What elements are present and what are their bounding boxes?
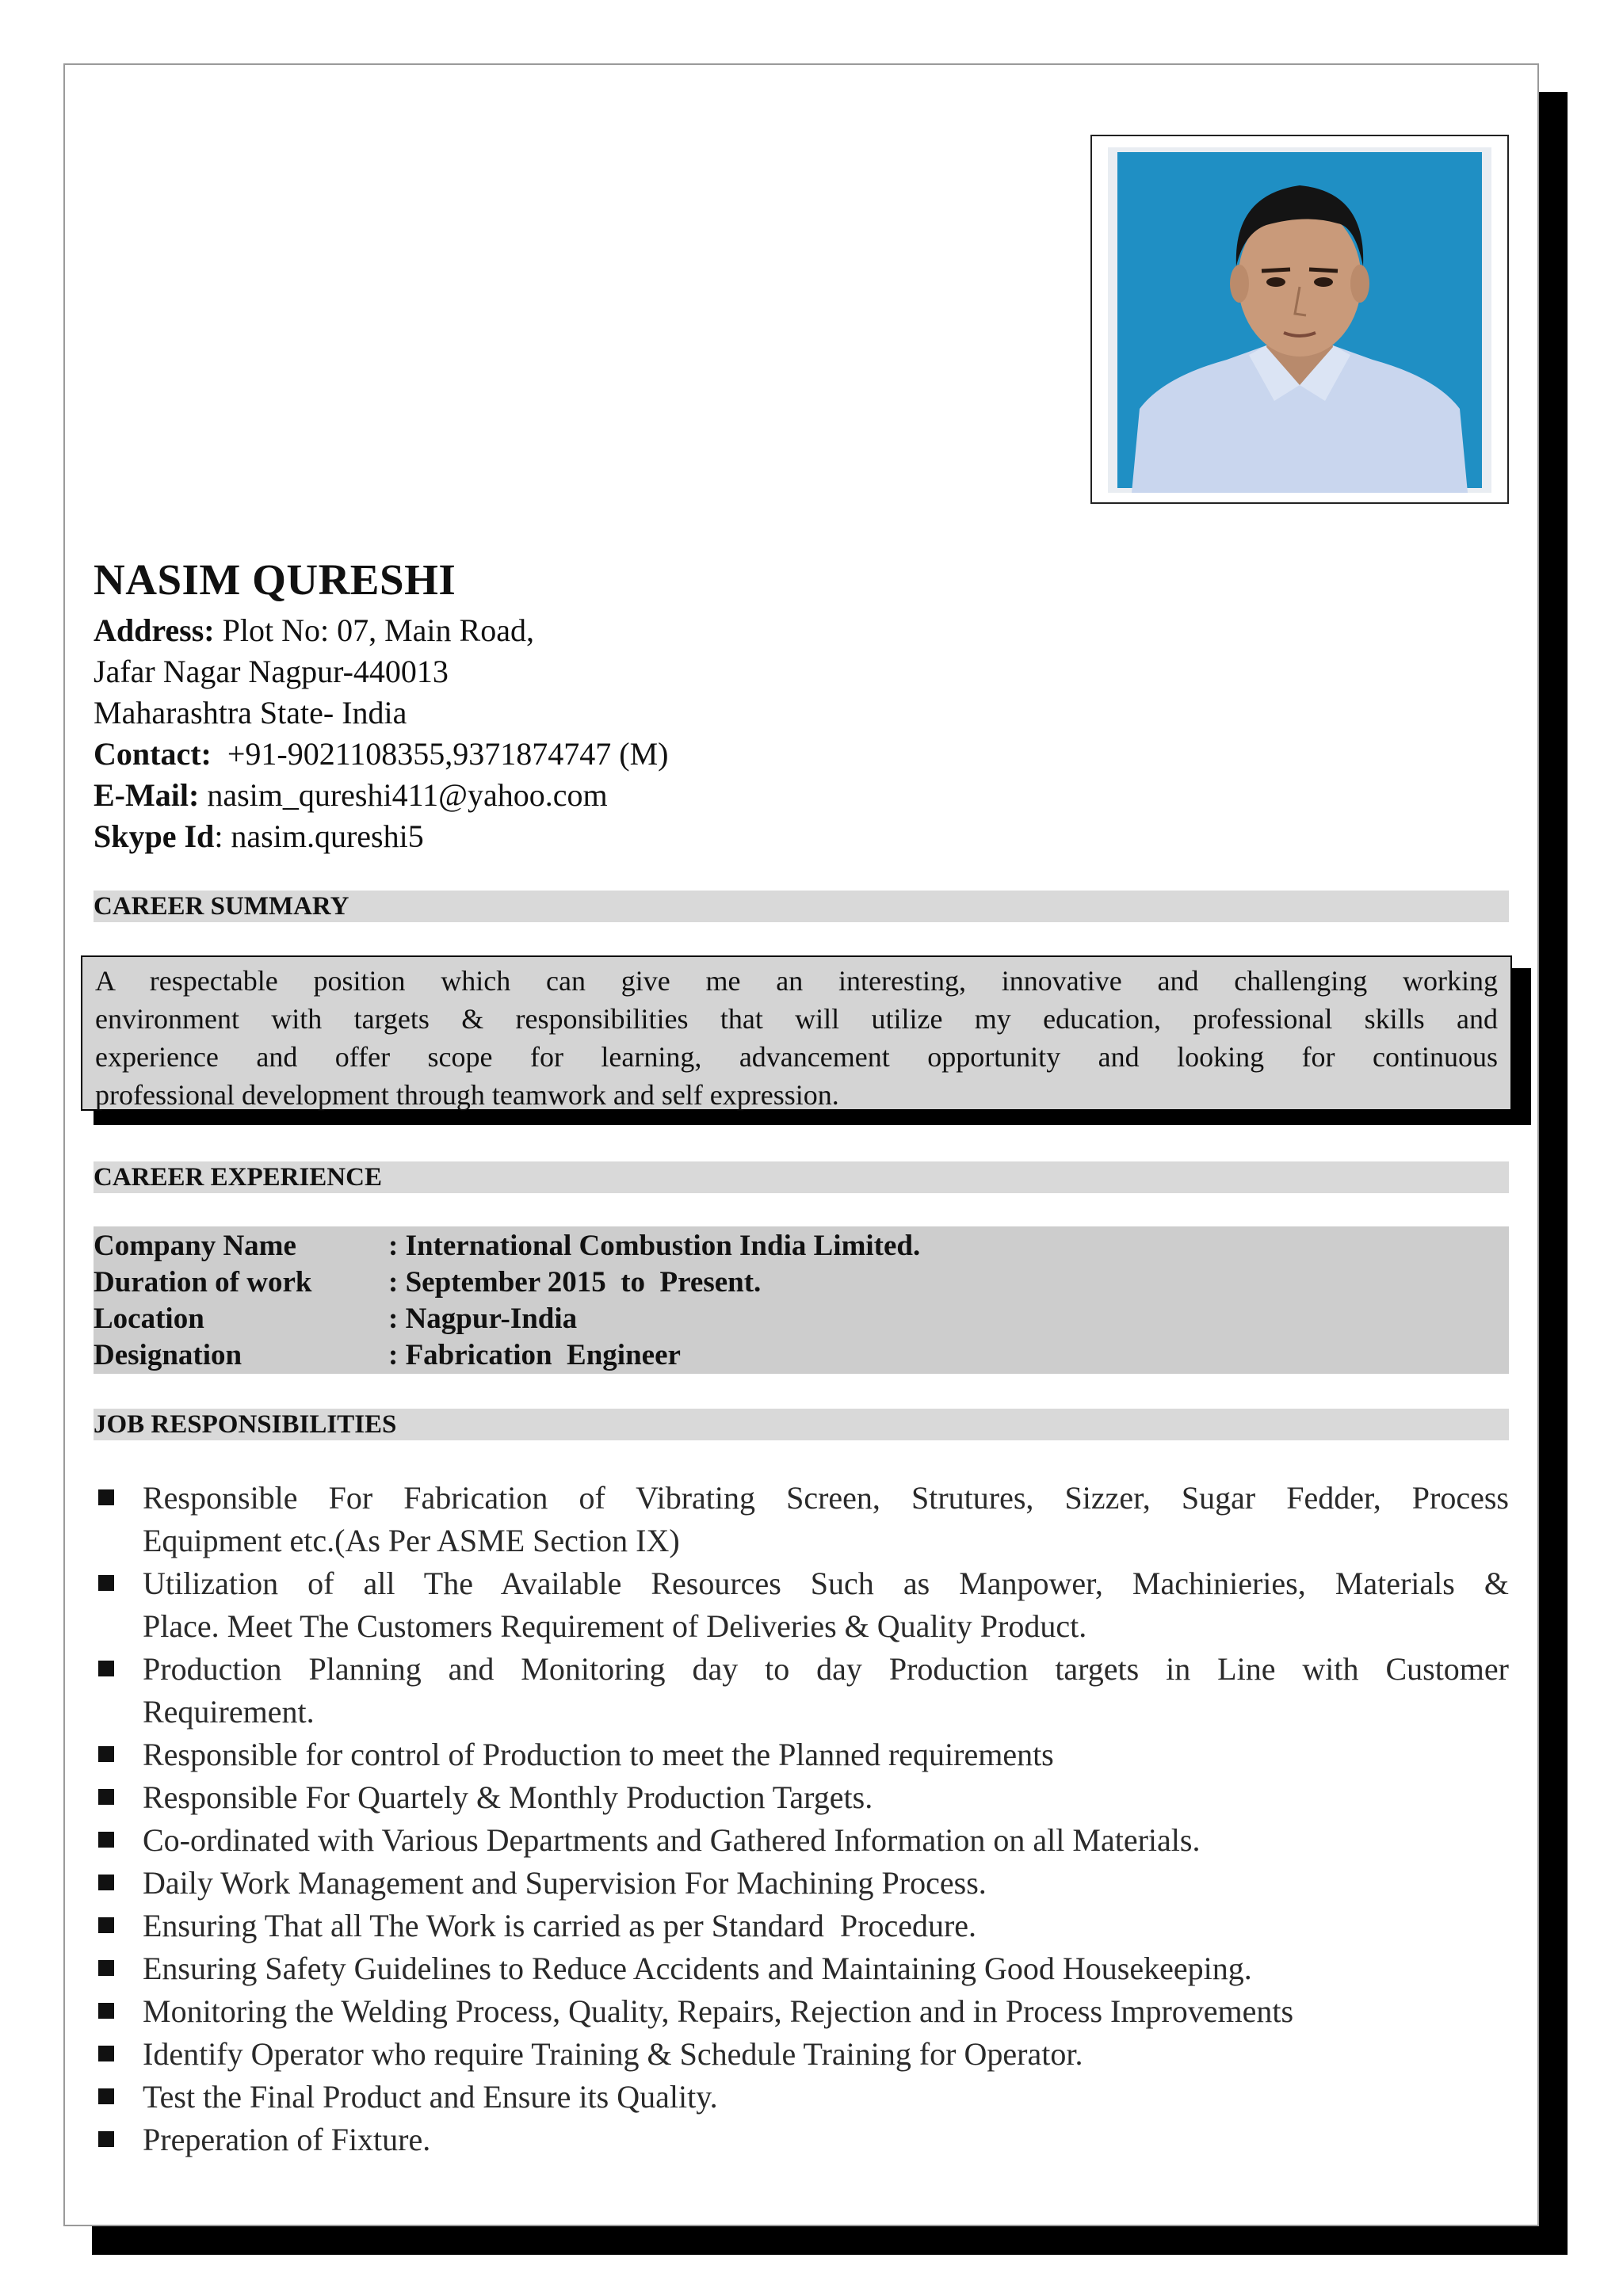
list-item (94, 1648, 1509, 1733)
list-item-text: Daily Work Management and Supervision For Machining Process. (143, 1865, 987, 1901)
list-item (94, 1990, 1509, 2033)
list-item (94, 1477, 1509, 1562)
experience-row (94, 1301, 1509, 1337)
square-bullet-icon (98, 1489, 114, 1505)
square-bullet-icon (98, 1575, 114, 1591)
list-item-text: Place. Meet The Customers Requirement of Deliveries & Quality Product. (143, 1608, 1087, 1644)
list-item-text: Production Planning and Monitoring day to day Production targets in Line with Customer (143, 1651, 1509, 1687)
summary-line: environment with targets & responsibilities that will utilize my education, professional skills and (95, 1003, 1498, 1035)
skype-line (94, 816, 668, 857)
list-item (94, 1862, 1509, 1905)
email-label: E-Mail: (94, 777, 200, 813)
career-summary-box (81, 955, 1512, 1111)
square-bullet-icon (98, 2046, 114, 2061)
profile-photo-frame (1090, 135, 1509, 504)
list-item-text: Ensuring Safety Guidelines to Reduce Accidents and Maintaining Good Housekeeping. (143, 1951, 1252, 1986)
career-summary-heading: CAREER SUMMARY (94, 891, 1509, 922)
list-item-text: Utilization of all The Available Resources Such as Manpower, Machinieries, Materials & (143, 1566, 1509, 1601)
list-item-text: Monitoring the Welding Process, Quality, Repairs, Rejection and in Process Improvements (143, 1993, 1294, 2029)
list-item-text: Preperation of Fixture. (143, 2122, 431, 2157)
contact-block (94, 610, 668, 857)
square-bullet-icon (98, 2131, 114, 2147)
experience-key: Designation (94, 1339, 242, 1371)
square-bullet-icon (98, 2003, 114, 2019)
square-bullet-icon (98, 1875, 114, 1890)
summary-line: experience and offer scope for learning, advancement opportunity and looking for continuous (95, 1041, 1498, 1073)
career-experience-heading: CAREER EXPERIENCE (94, 1161, 1509, 1193)
list-item (94, 1819, 1509, 1862)
square-bullet-icon (98, 1789, 114, 1805)
list-item-text: Responsible For Quartely & Monthly Production Targets. (143, 1779, 873, 1815)
job-responsibilities-heading: JOB RESPONSIBILITIES (94, 1409, 1509, 1440)
experience-row (94, 1264, 1509, 1301)
square-bullet-icon (98, 1746, 114, 1762)
experience-value: : Nagpur-India (388, 1302, 578, 1335)
list-item-text: Responsible for control of Production to meet the Planned requirements (143, 1737, 1054, 1772)
summary-line: A respectable position which can give me an interesting, innovative and challenging working (95, 965, 1498, 997)
square-bullet-icon (98, 1661, 114, 1676)
list-item (94, 2033, 1509, 2076)
experience-value: : September 2015 to Present. (388, 1266, 762, 1299)
list-item-text: Requirement. (143, 1694, 315, 1730)
candidate-name: NASIM QURESHI (94, 555, 456, 604)
experience-value: : International Combustion India Limited. (388, 1230, 921, 1262)
square-bullet-icon (98, 1832, 114, 1848)
experience-key: Location (94, 1302, 204, 1335)
list-item (94, 1776, 1509, 1819)
experience-key: Duration of work (94, 1266, 312, 1299)
address-line-2: Jafar Nagar Nagpur-440013 (94, 654, 449, 689)
email-line (94, 775, 668, 816)
address-line-3: Maharashtra State- India (94, 695, 407, 730)
email-value: nasim_qureshi411@yahoo.com (199, 777, 608, 813)
list-item (94, 1905, 1509, 1947)
list-item (94, 1733, 1509, 1776)
square-bullet-icon (98, 2088, 114, 2104)
list-item (94, 1562, 1509, 1648)
list-item (94, 2119, 1509, 2161)
list-item-text: Co-ordinated with Various Departments and Gathered Information on all Materials. (143, 1822, 1201, 1858)
profile-photo (1108, 147, 1491, 493)
portrait-image (1108, 147, 1491, 493)
experience-key: Company Name (94, 1230, 296, 1262)
experience-row (94, 1337, 1509, 1374)
summary-line: professional development through teamwork and self expression. (95, 1079, 839, 1111)
list-item-text: Test the Final Product and Ensure its Quality. (143, 2079, 718, 2115)
skype-value: : nasim.qureshi5 (214, 818, 424, 854)
list-item-text: Identify Operator who require Training & Schedule Training for Operator. (143, 2036, 1083, 2072)
list-item-text: Responsible For Fabrication of Vibrating Screen, Strutures, Sizzer, Sugar Fedder, Process (143, 1480, 1509, 1516)
contact-value: +91-9021108355,9371874747 (M) (211, 736, 669, 772)
list-item (94, 1947, 1509, 1990)
experience-value: : Fabrication Engineer (388, 1339, 681, 1371)
square-bullet-icon (98, 1960, 114, 1976)
contact-label: Contact: (94, 736, 212, 772)
list-item (94, 2076, 1509, 2119)
skype-label: Skype Id (94, 818, 215, 854)
contact-line (94, 734, 668, 775)
address-value-1: Plot No: 07, Main Road, (214, 612, 534, 648)
experience-row (94, 1228, 1509, 1264)
responsibilities-list (94, 1477, 1509, 2161)
address-line-1 (94, 610, 668, 651)
address-label: Address: (94, 612, 215, 648)
list-item-text: Equipment etc.(As Per ASME Section IX) (143, 1523, 680, 1558)
square-bullet-icon (98, 1917, 114, 1933)
list-item-text: Ensuring That all The Work is carried as per Standard Procedure. (143, 1908, 977, 1943)
experience-details (94, 1226, 1509, 1374)
